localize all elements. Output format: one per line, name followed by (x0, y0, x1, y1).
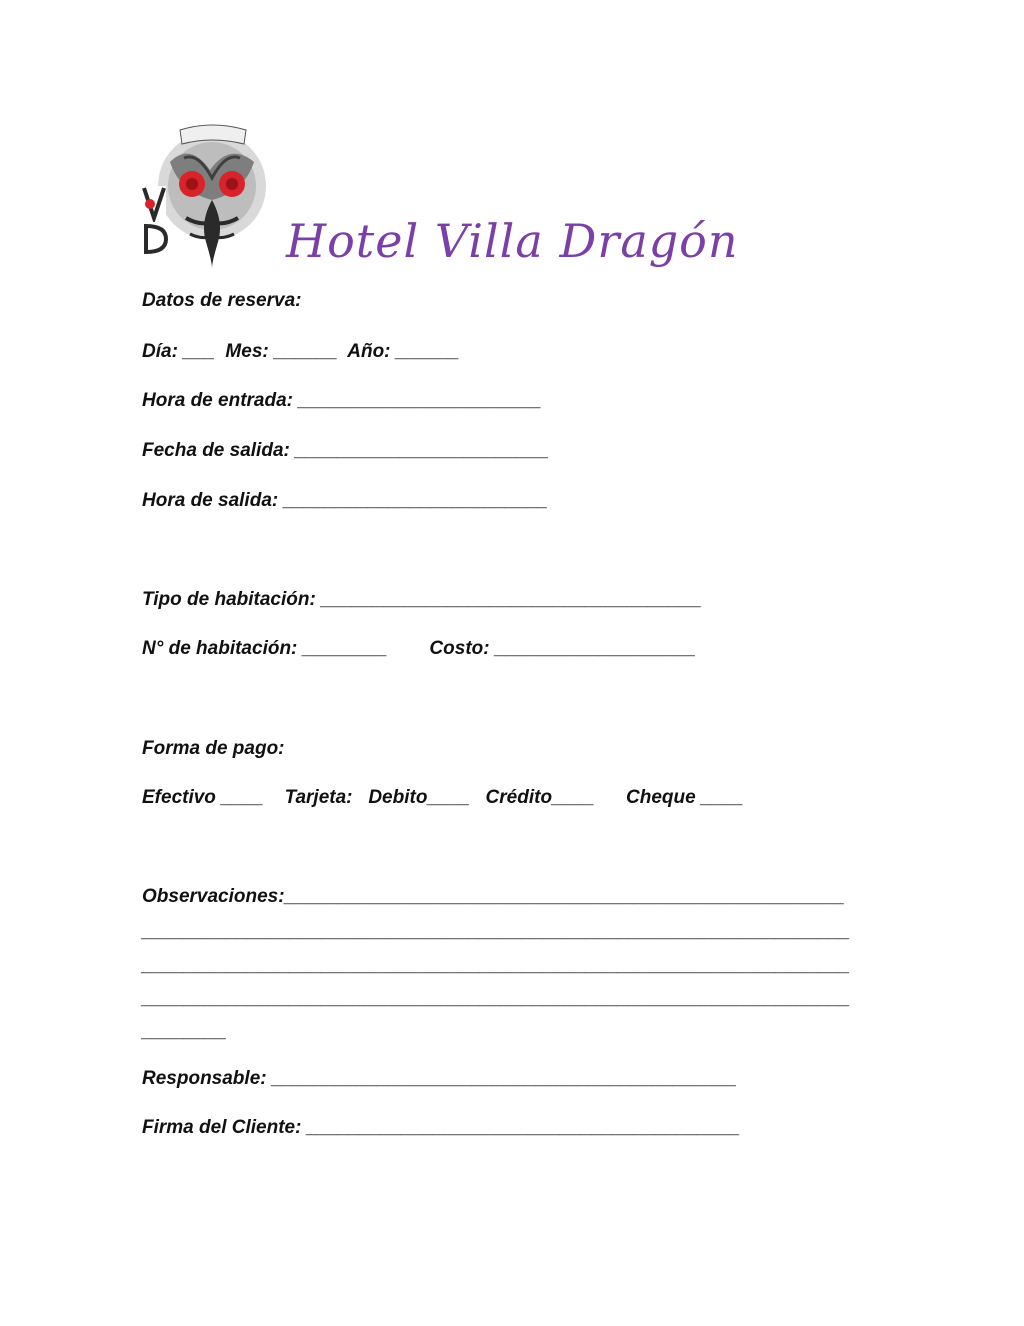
fecha-salida-field: Fecha de salida: ________________________ (142, 440, 549, 461)
fecha-reserva-field: Día: ___ Mes: ______ Año: ______ (142, 341, 460, 362)
hotel-logo (140, 122, 270, 270)
tipo-habitacion-field: Tipo de habitación: ____________________________________ (142, 589, 702, 610)
observaciones-field: Observaciones:_____________________________________________________ (142, 886, 845, 907)
hora-salida-field: Hora de salida: _________________________ (142, 490, 548, 511)
observaciones-line: ___________________________________________________________________ (142, 988, 850, 1009)
section-forma-pago: Forma de pago: (142, 738, 285, 759)
pago-opciones-field: Efectivo ____ Tarjeta: Debito____ Crédito____ Cheque ____ (142, 787, 744, 808)
firma-cliente-field: Firma del Cliente: _________________________________________ (142, 1117, 740, 1138)
section-datos-reserva: Datos de reserva: (142, 290, 302, 311)
responsable-field: Responsable: ____________________________________________ (142, 1068, 737, 1089)
hora-entrada-field: Hora de entrada: _______________________ (142, 390, 542, 411)
observaciones-line: ___________________________________________________________________ (142, 955, 850, 976)
hotel-title: Hotel Villa Dragón (286, 214, 739, 268)
observaciones-line: ___________________________________________________________________ (142, 921, 850, 942)
observaciones-line: ________ (142, 1021, 227, 1042)
numero-costo-field: N° de habitación: ________ Costo: ___________________ (142, 638, 696, 659)
